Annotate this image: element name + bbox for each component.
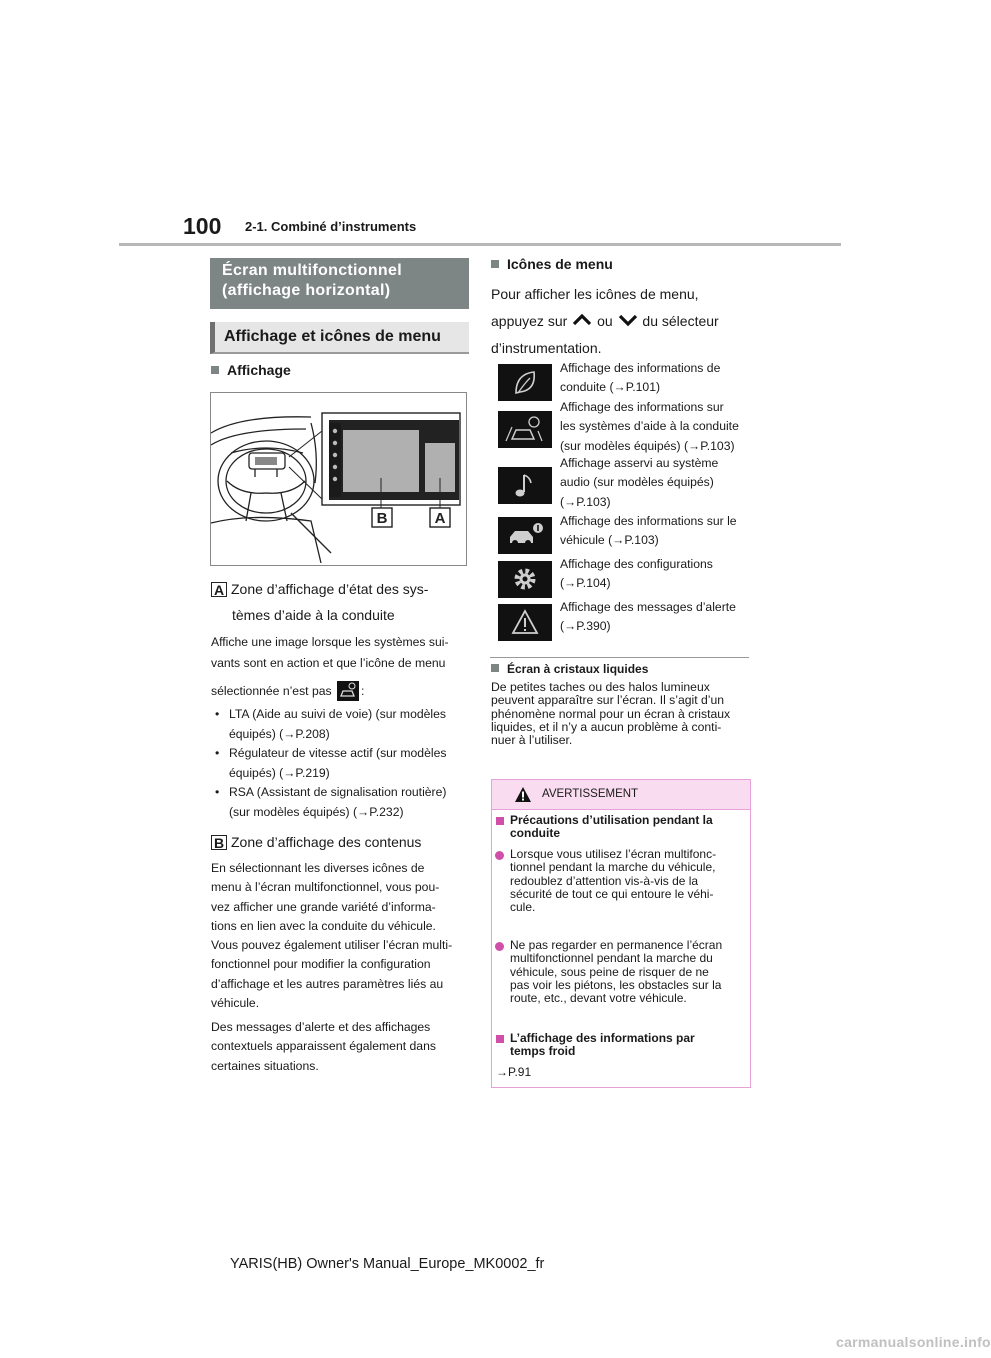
warning-paragraph-1: Lorsque vous utilisez l’écran multifonc- tionnel pendant la marche du véhicule, redoublez d’attention vis-à-vis de la sécurité de tout ce qui entoure le véhi- cule. [510, 847, 717, 915]
list-item: • Régulateur de vitesse actif (sur modèles équipés) (→P.219) [211, 744, 471, 783]
warning-box [491, 779, 751, 1088]
figure-label-a: A [434, 510, 446, 527]
round-bullet-icon [495, 851, 504, 860]
gear-icon [498, 561, 552, 598]
menu-icons-heading: Icônes de menu [491, 256, 613, 272]
zone-b-letter: B [211, 835, 227, 850]
banner-line-2: (affichage horizontal) [222, 282, 391, 299]
header-rule [119, 243, 841, 246]
zone-a-letter: A [211, 582, 227, 597]
round-bullet-icon [495, 942, 504, 951]
banner-line-1: Écran multifonctionnel [222, 262, 402, 279]
dashboard-drawing [211, 393, 466, 565]
watermark: carmanualsonline.info [836, 1334, 991, 1350]
lcd-heading: Écran à cristaux liquides [491, 662, 648, 676]
chapter-title: 2-1. Combiné d’instruments [245, 219, 417, 234]
zone-b-title: B Zone d’affichage des contenus [211, 831, 421, 854]
square-bullet-icon [491, 260, 499, 268]
leaf-icon [498, 364, 552, 401]
driver-assist-icon [498, 411, 552, 448]
menu-intro: Pour afficher les icônes de menu, appuyez sur ou du sélecteur d’instrumentation. [491, 286, 719, 356]
driver-assist-icon [337, 681, 359, 701]
footer-title: YARIS(HB) Owner's Manual_Europe_MK0002_fr [230, 1256, 545, 1272]
warning-heading-1: Précautions d’utilisation pendant la conduite [510, 813, 713, 841]
list-item: • LTA (Aide au suivi de voie) (sur modèles équipés) (→P.208) [211, 705, 471, 744]
menu-item-warnings: Affichage des messages d’alerte (→P.390) [560, 600, 736, 634]
section-subheading: Affichage et icônes de menu [210, 322, 469, 354]
figure-label-b: B [376, 510, 388, 527]
warning-triangle-icon [514, 786, 532, 803]
zone-a-title-cont: tèmes d’aide à la conduite [232, 607, 395, 623]
lcd-body: De petites taches ou des halos lumineux peuvent apparaître sur l’écran. Il s’agit d’un phénomène normal pour un écran à cristaux liquides, et il n’y a aucun problème à conti- nuer à l’utiliser. [491, 680, 731, 748]
warning-cross-reference[interactable]: →P.91 [496, 1065, 532, 1079]
chevron-down-icon [617, 313, 639, 327]
warning-icon [498, 604, 552, 641]
square-bullet-icon [211, 366, 219, 374]
list-item: • RSA (Assistant de signalisation routière) (sur modèles équipés) (→P.232) [211, 783, 471, 822]
vehicle-info-icon [498, 517, 552, 554]
zone-b-body-2: Des messages d’alerte et des affichages contextuels apparaissent également dans certaines situations. [211, 1020, 436, 1073]
warning-heading-2: L’affichage des informations par temps froid [510, 1031, 695, 1059]
menu-item-driving-info: Affichage des informations de conduite (→P.101) [560, 361, 721, 395]
chevron-up-icon [571, 313, 593, 327]
square-bullet-icon [491, 664, 499, 672]
warning-header [492, 780, 750, 810]
menu-item-settings: Affichage des configurations (→P.104) [560, 557, 713, 591]
zone-a-title: A Zone d’affichage d’état des sys- [211, 578, 428, 601]
systems-list [211, 705, 471, 822]
square-bullet-icon [496, 817, 504, 825]
menu-item-assist-info: Affichage des informations sur les systèmes d’aide à la conduite (sur modèles équipés) (→P.103) [560, 400, 739, 453]
zone-b-body: En sélectionnant les diverses icônes de menu à l’écran multifonctionnel, vous pou- vez afficher une grande variété d’informa- tions en lien avec la conduite du véhicule. Vous pouvez également utiliser l’écran multi- fonctionnel pour modifier la configuration d’affichage et les autres paramètres liés au véhicule. [211, 861, 453, 1011]
section-divider [490, 657, 749, 658]
square-bullet-icon [496, 1035, 504, 1043]
zone-a-body: Affiche une image lorsque les systèmes sui- vants sont en action et que l’icône de menu sélectionnée n’est pas : [211, 633, 471, 701]
menu-item-vehicle-info: Affichage des informations sur le véhicule (→P.103) [560, 514, 737, 548]
section-banner [210, 258, 469, 309]
warning-label: AVERTISSEMENT [542, 788, 639, 800]
affichage-heading: Affichage [211, 362, 291, 378]
warning-paragraph-2: Ne pas regarder en permanence l’écran multifonctionnel pendant la marche du véhicule, sous peine de risquer de ne pas voir les piétons, les obstacles sur la route, etc., devant votre véhicule. [510, 938, 723, 1006]
dashboard-illustration [210, 392, 467, 566]
music-note-icon [498, 467, 552, 504]
menu-item-audio: Affichage asservi au système audio (sur modèles équipés) (→P.103) [560, 456, 719, 509]
page-number: 100 [183, 213, 222, 239]
